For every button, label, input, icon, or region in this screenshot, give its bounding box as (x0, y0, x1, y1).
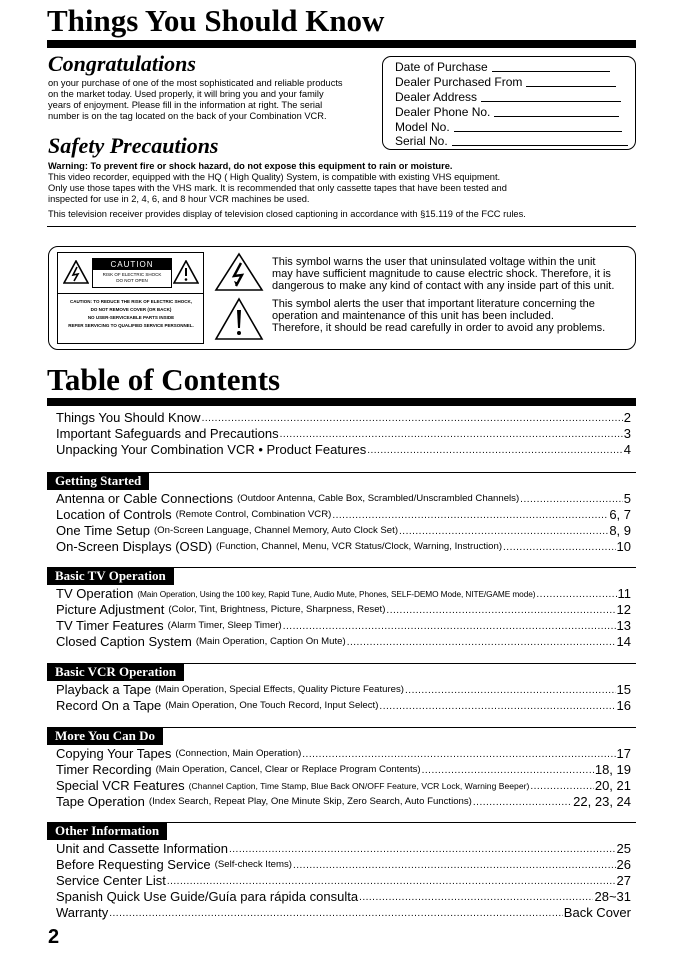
leader-dots (520, 493, 623, 507)
toc-entry[interactable] (56, 857, 631, 873)
toc-entry-title: Spanish Quick Use Guide/Guía para rápida consulta (56, 889, 359, 904)
toc-entry-subtitle: (Main Operation, Using the 100 key, Rapid Tune, Audio Mute, Phones, SELF-DEMO Mode, NITE/GAME mode) (137, 589, 536, 599)
caution-sub: DO NOT OPEN (116, 278, 148, 283)
congratulations-heading: Congratulations (48, 51, 196, 76)
toc-entry-title: Unpacking Your Combination VCR • Product Features (56, 442, 367, 457)
toc-entry-subtitle: (Remote Control, Combination VCR) (175, 509, 332, 520)
caution-text: NO USER-SERVICEABLE PARTS INSIDE (87, 315, 175, 320)
divider (47, 226, 636, 227)
leader-dots (109, 907, 563, 921)
toc-entry-page: 16 (616, 698, 631, 713)
toc-entry-page: 13 (616, 618, 631, 633)
toc-entry-title: Record On a Tape (56, 698, 162, 713)
note-line: This video recorder, equipped with the HQ ( High Quality) System, is compatible with existing VHS equipment. (48, 172, 501, 182)
toc-entry-page: 28~31 (594, 889, 631, 904)
toc-entry-subtitle: (Main Operation, One Touch Record, Input Select) (165, 700, 379, 711)
page-number: 2 (48, 926, 60, 948)
toc-entry[interactable] (56, 698, 631, 714)
toc-entry-page: 8, 9 (609, 523, 631, 538)
leader-dots (367, 444, 623, 458)
toc-entry[interactable] (56, 426, 631, 442)
toc-entry[interactable] (56, 762, 631, 778)
purchase-field-serial[interactable] (395, 134, 628, 148)
toc-entry-title: Service Center List (56, 873, 166, 888)
toc-entry-page: 10 (616, 539, 631, 554)
symbol-warning-line: This symbol warns the user that uninsulated voltage within the unit (272, 256, 596, 268)
toc-entry-page: 6, 7 (609, 507, 631, 522)
symbol-alert-line: Therefore, it should be read carefully in order to avoid any problems. (272, 322, 606, 334)
leader-dots (503, 541, 616, 555)
toc-entry-subtitle: (Index Search, Repeat Play, One Minute Skip, Zero Search, Auto Functions) (148, 796, 472, 807)
caution-text: REFER SERVICING TO QUALIFIED SERVICE PERSONNEL. (68, 323, 194, 328)
congrats-line: years of enjoyment. Please fill in the information at right. The serial (48, 100, 323, 110)
purchase-field-date[interactable] (395, 60, 610, 74)
caution-text: DO NOT REMOVE COVER (OR BACK) (90, 307, 172, 312)
field-label: Dealer Address (395, 90, 478, 104)
lightning-warning-icon (63, 260, 89, 284)
leader-dots (399, 525, 608, 539)
toc-entry-title: Copying Your Tapes (56, 746, 172, 761)
leader-dots (359, 891, 593, 905)
toc-entry-title: Tape Operation (56, 794, 145, 809)
page-title: Things You Should Know (47, 3, 385, 38)
toc-entry[interactable] (56, 442, 631, 458)
section-label-other-information: Other Information (47, 822, 167, 840)
toc-entry[interactable] (56, 873, 631, 889)
toc-entry[interactable] (56, 523, 631, 539)
toc-entry-page: 4 (623, 442, 631, 457)
toc-entry-title: Location of Controls (56, 507, 172, 522)
toc-entry-title: TV Timer Features (56, 618, 164, 633)
field-label: Serial No. (395, 134, 448, 148)
toc-entry-title: One Time Setup (56, 523, 150, 538)
toc-entry[interactable] (56, 539, 631, 555)
toc-entry-page: 17 (616, 746, 631, 761)
section-label-more-you-can-do: More You Can Do (47, 727, 163, 745)
toc-entry[interactable] (56, 746, 631, 762)
toc-entry-title: Special VCR Features (56, 778, 185, 793)
fill-line (454, 130, 622, 132)
toc-entry-title: TV Operation (56, 586, 134, 601)
toc-entry-page: 5 (623, 491, 631, 506)
toc-entry-subtitle: (Connection, Main Operation) (175, 748, 302, 759)
caution-title: CAUTION (93, 259, 171, 270)
leader-dots (473, 796, 572, 810)
purchase-field-model[interactable] (395, 120, 622, 134)
toc-entry-page: 26 (616, 857, 631, 872)
toc-entry-subtitle: (Channel Caption, Time Stamp, Blue Back ON/OFF Feature, VCR Lock, Warning Beeper) (188, 781, 530, 791)
toc-entry-title: Picture Adjustment (56, 602, 165, 617)
exclamation-triangle-icon (214, 297, 264, 341)
fill-line (526, 85, 616, 87)
toc-entry[interactable] (56, 602, 631, 618)
toc-entry-title: Before Requesting Service (56, 857, 211, 872)
section-label-basic-tv: Basic TV Operation (47, 567, 174, 585)
warning-text: Warning: To prevent fire or shock hazard, do not expose this equipment to rain or moisture. (48, 161, 453, 171)
leader-dots (283, 620, 616, 634)
congrats-line: on the market today. Used properly, it will bring you and your family (48, 89, 324, 99)
caution-badge (92, 258, 172, 288)
leader-dots (422, 764, 594, 778)
toc-entry-title: Unit and Cassette Information (56, 841, 228, 856)
field-label: Dealer Phone No. (395, 105, 491, 119)
toc-entry[interactable] (56, 491, 631, 507)
toc-entry[interactable] (56, 682, 631, 698)
toc-entry-title: Timer Recording (56, 762, 152, 777)
purchase-field-address[interactable] (395, 90, 621, 104)
toc-entry-subtitle: (Main Operation, Special Effects, Quality Picture Features) (155, 684, 405, 695)
lightning-bolt-triangle-icon (214, 252, 264, 292)
toc-entry[interactable] (56, 507, 631, 523)
fill-line (494, 115, 619, 117)
note-line: This television receiver provides display of television closed captioning in accordance with §15.119 of the FCC rules. (48, 209, 526, 219)
toc-entry-page: 11 (617, 586, 631, 601)
caution-sub: RISK OF ELECTRIC SHOCK (102, 272, 162, 277)
caution-text: CAUTION: TO REDUCE THE RISK OF ELECTRIC SHOCK, (70, 299, 192, 304)
leader-dots (229, 843, 616, 857)
leader-dots (280, 428, 623, 442)
toc-entry[interactable] (56, 586, 631, 602)
toc-entry-subtitle: (Main Operation, Cancel, Clear or Replace Program Contents) (155, 764, 421, 775)
leader-dots (202, 412, 623, 426)
leader-dots (302, 748, 615, 762)
toc-entry-title: On-Screen Displays (OSD) (56, 539, 213, 554)
symbol-warning-line: dangerous to make any kind of contact with any inside part of this unit. (272, 280, 615, 292)
field-label: Model No. (395, 120, 450, 134)
toc-entry[interactable] (56, 634, 631, 650)
leader-dots (536, 588, 616, 602)
leader-dots (386, 604, 615, 618)
note-line: inspected for use in 2, 4, 6, and 8 hour VCR machines be used. (48, 194, 310, 204)
toc-entry-page: 22, 23, 24 (573, 794, 631, 809)
symbol-alert-line: This symbol alerts the user that important literature concerning the (272, 298, 595, 310)
congrats-line: on your purchase of one of the most sophisticated and reliable products (48, 78, 343, 88)
toc-entry[interactable] (56, 889, 631, 905)
congrats-line: number is on the tag located on the back of your Combination VCR. (48, 111, 327, 121)
leader-dots (405, 684, 616, 698)
toc-entry-subtitle: (Outdoor Antenna, Cable Box, Scrambled/Unscrambled Channels) (237, 493, 520, 504)
toc-entry-title: Warranty (56, 905, 109, 920)
caution-label-top (58, 253, 203, 294)
toc-entry-subtitle: (Self-check Items) (214, 859, 292, 870)
toc-rule (47, 398, 636, 406)
toc-entry[interactable] (56, 841, 631, 857)
symbol-alert-line: operation and maintenance of this unit has been included. (272, 310, 554, 322)
section-label-basic-vcr: Basic VCR Operation (47, 663, 184, 681)
section-label-getting-started: Getting Started (47, 472, 149, 490)
toc-entry-page: 18, 19 (594, 762, 631, 777)
exclamation-warning-icon (173, 260, 199, 284)
toc-entry[interactable] (56, 794, 631, 810)
toc-entry-title: Important Safeguards and Precautions (56, 426, 279, 441)
symbol-warning-line: may have sufficient magnitude to cause electric shock. Therefore, it is (272, 268, 611, 280)
toc-entry[interactable] (56, 905, 631, 921)
toc-title: Table of Contents (47, 362, 281, 397)
toc-entry-page: 2 (623, 410, 631, 425)
toc-entry-page: 15 (616, 682, 631, 697)
toc-entry-page: 12 (616, 602, 631, 617)
toc-entry-subtitle: (Function, Channel, Menu, VCR Status/Clock, Warning, Instruction) (216, 541, 503, 552)
leader-dots (530, 780, 594, 794)
fill-line (492, 70, 610, 72)
field-label: Date of Purchase (395, 60, 488, 74)
toc-entry-page: 27 (616, 873, 631, 888)
toc-entry-page: 3 (623, 426, 631, 441)
toc-entry[interactable] (56, 410, 631, 426)
toc-entry[interactable] (56, 618, 631, 634)
note-line: Only use those tapes with the VHS mark. It is recommended that only cassette tapes that have been tested and (48, 183, 507, 193)
field-label: Dealer Purchased From (395, 75, 523, 89)
caution-label (57, 252, 204, 344)
leader-dots (332, 509, 608, 523)
toc-entry-title: Playback a Tape (56, 682, 152, 697)
toc-entry-subtitle: (Main Operation, Caption On Mute) (195, 636, 346, 647)
toc-entry-subtitle: (Alarm Timer, Sleep Timer) (167, 620, 282, 631)
toc-entry-page: Back Cover (563, 905, 631, 920)
leader-dots (293, 859, 616, 873)
purchase-field-dealer[interactable] (395, 75, 616, 89)
title-rule (47, 40, 636, 48)
purchase-info-box (382, 56, 636, 150)
toc-entry-page: 14 (616, 634, 631, 649)
leader-dots (167, 875, 616, 889)
toc-entry-subtitle: (Color, Tint, Brightness, Picture, Sharpness, Reset) (168, 604, 386, 615)
purchase-field-phone[interactable] (395, 105, 619, 119)
toc-entry-page: 20, 21 (594, 778, 631, 793)
fill-line (452, 144, 628, 146)
fill-line (481, 100, 621, 102)
leader-dots (347, 636, 616, 650)
toc-entry[interactable] (56, 778, 631, 794)
leader-dots (379, 700, 615, 714)
safety-heading: Safety Precautions (48, 133, 219, 158)
toc-entry-title: Closed Caption System (56, 634, 192, 649)
toc-entry-subtitle: (On-Screen Language, Channel Memory, Auto Clock Set) (153, 525, 399, 536)
toc-entry-page: 25 (616, 841, 631, 856)
toc-entry-title: Antenna or Cable Connections (56, 491, 234, 506)
toc-entry-title: Things You Should Know (56, 410, 201, 425)
